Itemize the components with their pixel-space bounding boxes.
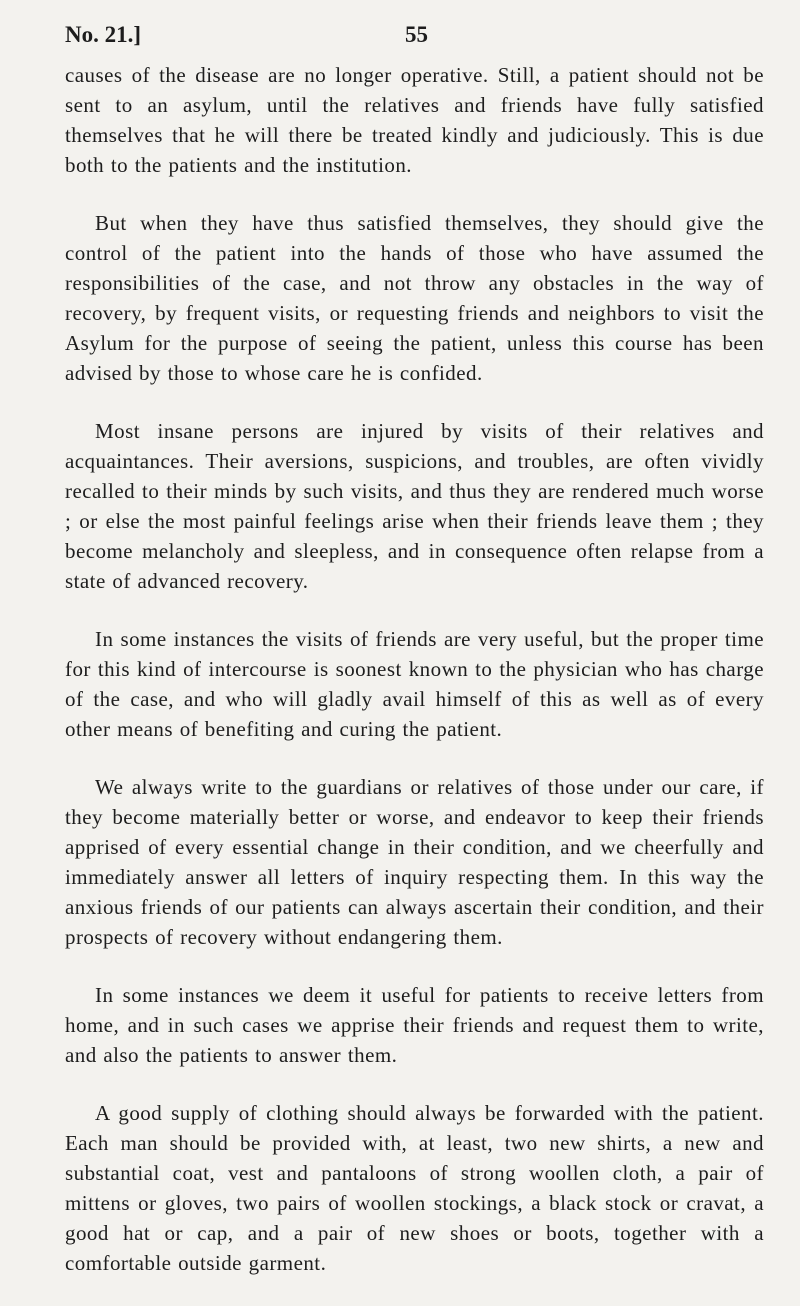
paragraph: Most insane persons are injured by visits of their relatives and acquaintances. Their aversions, suspicions, and troubles, are often vividly recalled to their minds by such visits, and thus they are rendered much worse ; or else the most painful feelings arise when their friends leave them ; they become melancholy and sleepless, and in consequence often relapse from a state of advanced recovery.: [65, 419, 764, 593]
page-header: [65, 22, 764, 52]
paragraph: In some instances we deem it useful for patients to receive letters from home, and in such cases we apprise their friends and request them to write, and also the patients to answer them.: [65, 983, 764, 1067]
paragraph: But when they have thus satisfied themselves, they should give the control of the patient into the hands of those who have assumed the responsibilities of the case, and not throw any obstacles in the way of recovery, by frequent visits, or requesting friends and neighbors to visit the Asylum for the purpose of seeing the patient, unless this course has been advised by those to whose care he is confided.: [65, 211, 764, 385]
paragraph: In some instances the visits of friends are very useful, but the proper time for this kind of intercourse is soonest known to the physician who has charge of the case, and who will gladly avail himself of this as well as of every other means of benefiting and curing the patient.: [65, 627, 764, 741]
page-number: 55: [405, 22, 428, 47]
paragraph: causes of the disease are no longer operative. Still, a patient should not be sent to an asylum, until the relatives and friends have fully satisfied themselves that he will there be treated kindly and judiciously. This is due both to the patients and the institution.: [65, 63, 764, 177]
document-signature: No. 21.]: [65, 22, 142, 47]
paragraph: We always write to the guardians or relatives of those under our care, if they become materially better or worse, and endeavor to keep their friends apprised of every essential change in their condition, and we cheerfully and immediately answer all letters of inquiry respecting them. In this way the anxious friends of our patients can always ascertain their condition, and their prospects of recovery without endangering them.: [65, 775, 764, 949]
paragraph: A good supply of clothing should always be forwarded with the patient. Each man should be provided with, at least, two new shirts, a new and substantial coat, vest and pantaloons of strong woollen cloth, a pair of mittens or gloves, two pairs of woollen stockings, a black stock or cravat, a good hat or cap, and a pair of new shoes or boots, together with a comfortable outside garment.: [65, 1101, 764, 1275]
body-text: [65, 60, 764, 1306]
